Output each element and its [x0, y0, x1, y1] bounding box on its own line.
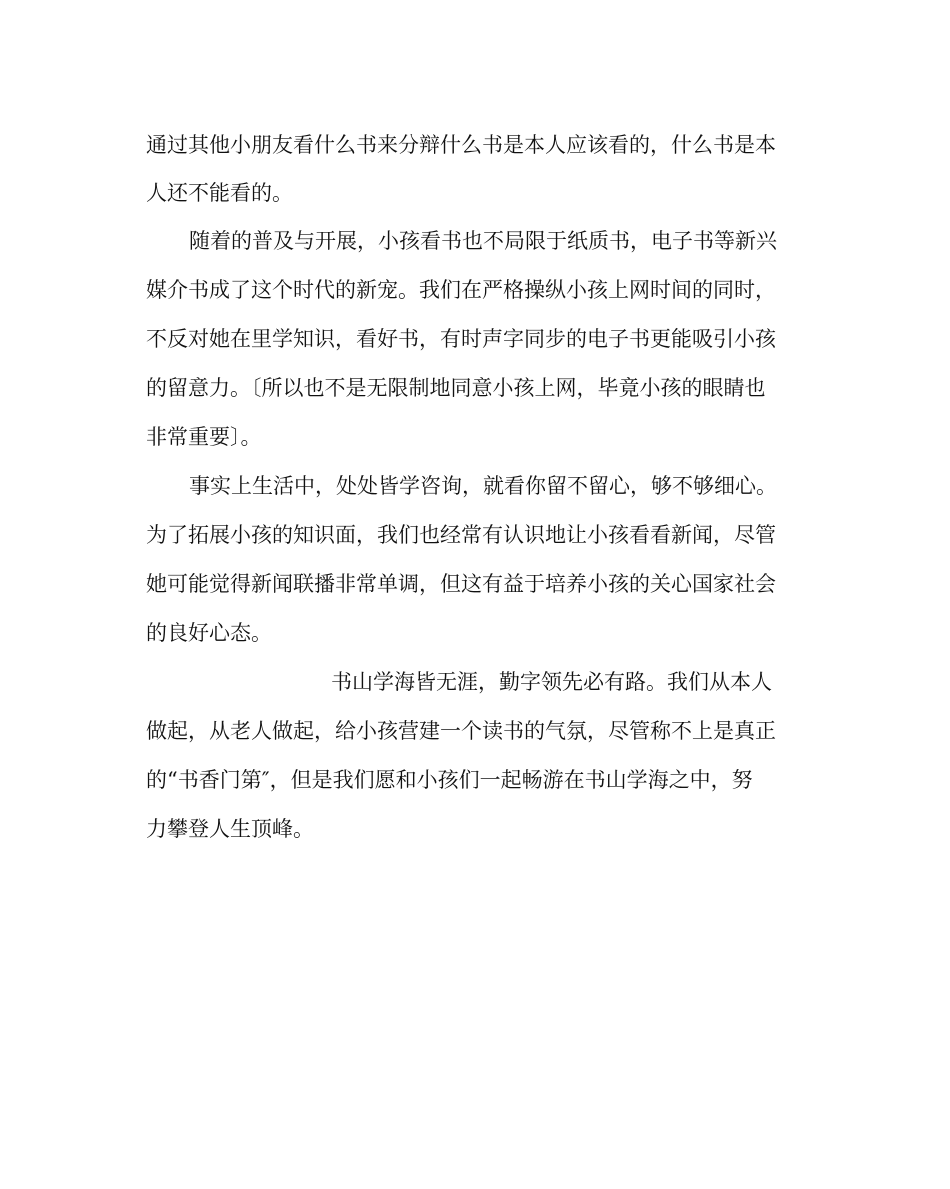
paragraph-1-line-2: 人还不能看的。 [146, 181, 293, 205]
paragraph-4-line-3: 的“书香门第″，但是我们愿和小孩们一起畅游在书山学海之中，努 [146, 768, 753, 792]
paragraph-1-line-1: 通过其他小朋友看什么书来分辩什么书是本人应该看的，什么书是本 [146, 133, 776, 157]
paragraph-2-line-3: 不反对她在里学知识，看好书，有时声字同步的电子书更能吸引小孩 [146, 327, 776, 351]
paragraph-2-line-5: 非常重要〕。 [146, 425, 262, 449]
paragraph-4-line-2: 做起，从老人做起，给小孩营建一个读书的气氛，尽管称不上是真正 [146, 719, 776, 743]
paragraph-3-line-4: 的良好心态。 [146, 621, 272, 645]
paragraph-4-line-4: 力攀登人生顶峰。 [146, 817, 314, 841]
paragraph-3-line-2: 为了拓展小孩的知识面，我们也经常有认识地让小孩看看新闻，尽管 [146, 523, 776, 547]
paragraph-3-line-3: 她可能觉得新闻联播非常单调，但这有益于培养小孩的关心国家社会 [146, 572, 776, 596]
paragraph-3-line-1: 事实上生活中，处处皆学咨询，就看你留不留心，够不够细心。 [189, 474, 777, 498]
paragraph-2-line-2: 媒介书成了这个时代的新宠。我们在严格操纵小孩上网时间的同时， [146, 278, 776, 302]
paragraph-4-line-1: 书山学海皆无涯，勤字领先必有路。我们从本人 [331, 670, 772, 694]
paragraph-2-line-1: 随着的普及与开展，小孩看书也不局限于纸质书，电子书等新兴 [189, 229, 777, 253]
paragraph-2-line-4: 的留意力。〔所以也不是无限制地同意小孩上网，毕竟小孩的眼睛也 [146, 376, 766, 400]
